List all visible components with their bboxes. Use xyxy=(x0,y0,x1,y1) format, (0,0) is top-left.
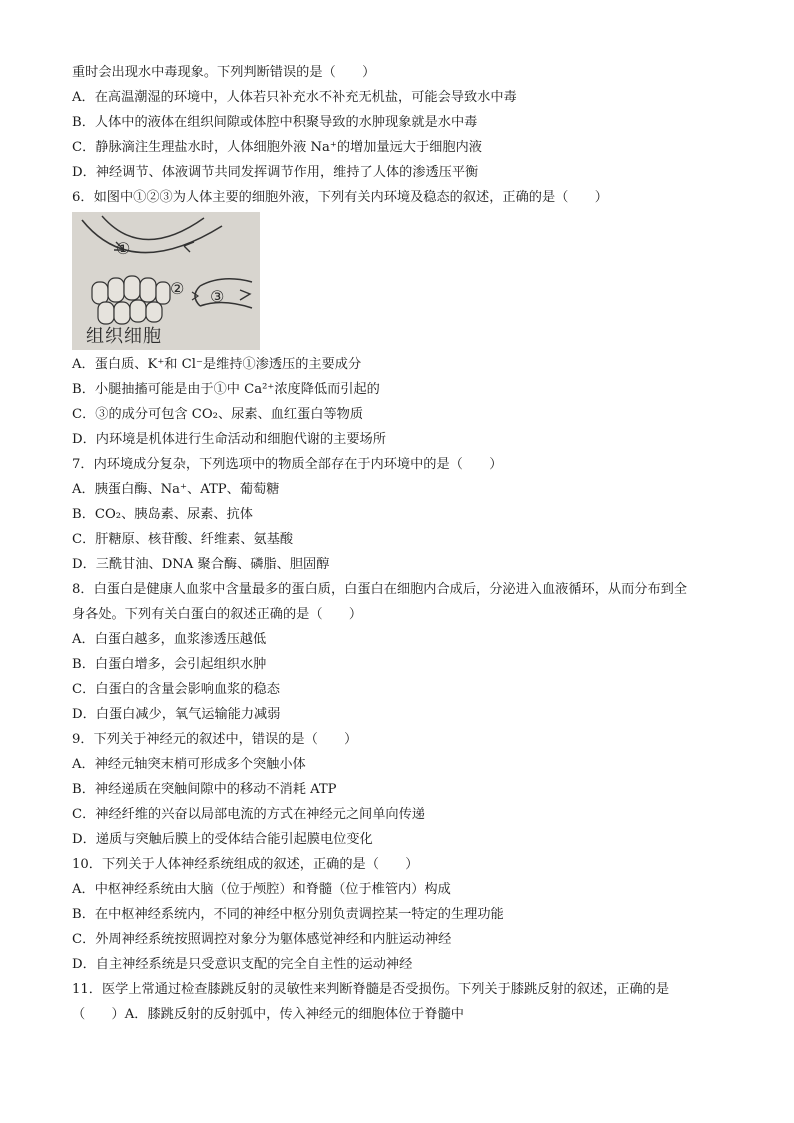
q11-stem-line2: （ ）A．膝跳反射的反射弧中，传入神经元的细胞体位于脊髓中 xyxy=(72,1007,464,1022)
q5-option-a: A．在高温潮湿的环境中，人体若只补充水不补充无机盐，可能会导致水中毒 xyxy=(72,90,517,105)
q10-option-d: D．自主神经系统是只受意识支配的完全自主性的运动神经 xyxy=(72,957,413,972)
exam-page xyxy=(72,60,732,1027)
q7-stem: 7．内环境成分复杂，下列选项中的物质全部存在于内环境中的是（ ） xyxy=(72,457,503,472)
q7-option-c: C．肝糖原、核苷酸、纤维素、氨基酸 xyxy=(72,532,294,547)
q10-stem: 10．下列关于人体神经系统组成的叙述，正确的是（ ） xyxy=(72,857,419,872)
q9-stem: 9．下列关于神经元的叙述中，错误的是（ ） xyxy=(72,732,358,747)
q8-stem-line2: 身各处。下列有关白蛋白的叙述正确的是（ ） xyxy=(72,607,363,622)
q8-option-b: B．白蛋白增多，会引起组织水肿 xyxy=(72,657,267,672)
q8-stem-line1: 8．白蛋白是健康人血浆中含量最多的蛋白质，白蛋白在细胞内合成后，分泌进入血液循环，从而分布到全 xyxy=(72,582,688,597)
q8-option-c: C．白蛋白的含量会影响血浆的稳态 xyxy=(72,682,280,697)
q10-option-c: C．外周神经系统按照调控对象分为躯体感觉神经和内脏运动神经 xyxy=(72,932,452,947)
q10-option-b: B．在中枢神经系统内，不同的神经中枢分别负责调控某一特定的生理功能 xyxy=(72,907,504,922)
q9-option-c: C．神经纤维的兴奋以局部电流的方式在神经元之间单向传递 xyxy=(72,807,425,822)
q7-option-d: D．三酰甘油、DNA 聚合酶、磷脂、胆固醇 xyxy=(72,557,330,572)
figure-caption: 组织细胞 xyxy=(86,326,162,347)
q11-stem-line1: 11．医学上常通过检查膝跳反射的灵敏性来判断脊髓是否受损伤。下列关于膝跳反射的叙述，正确的是 xyxy=(72,982,670,997)
q6-option-a: A．蛋白质、K⁺和 Cl⁻是维持①渗透压的主要成分 xyxy=(72,357,362,372)
q8-option-a: A．白蛋白越多，血浆渗透压越低 xyxy=(72,632,267,647)
q6-option-c: C．③的成分可包含 CO₂、尿素、血红蛋白等物质 xyxy=(72,407,364,422)
q7-option-a: A．胰蛋白酶、Na⁺、ATP、葡萄糖 xyxy=(72,482,280,497)
q5-option-b: B．人体中的液体在组织间隙或体腔中积聚导致的水肿现象就是水中毒 xyxy=(72,115,478,130)
q6-option-d: D．内环境是机体进行生命活动和细胞代谢的主要场所 xyxy=(72,432,386,447)
q6-figure-extracellular-fluid xyxy=(72,212,260,350)
figure-label-3: ③ xyxy=(210,287,225,306)
q5-option-c: C．静脉滴注生理盐水时，人体细胞外液 Na⁺的增加量远大于细胞内液 xyxy=(72,140,482,155)
q9-option-a: A．神经元轴突末梢可形成多个突触小体 xyxy=(72,757,306,772)
q9-option-b: B．神经递质在突触间隙中的移动不消耗 ATP xyxy=(72,782,337,797)
q5-stem-tail: 重时会出现水中毒现象。下列判断错误的是（ ） xyxy=(72,65,376,80)
q8-option-d: D．白蛋白减少，氧气运输能力减弱 xyxy=(72,707,281,722)
q5-option-d: D．神经调节、体液调节共同发挥调节作用，维持了人体的渗透压平衡 xyxy=(72,165,479,180)
q7-option-b: B．CO₂、胰岛素、尿素、抗体 xyxy=(72,507,253,522)
q6-option-b: B．小腿抽搐可能是由于①中 Ca²⁺浓度降低而引起的 xyxy=(72,382,380,397)
q9-option-d: D．递质与突触后膜上的受体结合能引起膜电位变化 xyxy=(72,832,373,847)
figure-label-2: ② xyxy=(170,279,185,298)
q10-option-a: A．中枢神经系统由大脑（位于颅腔）和脊髓（位于椎管内）构成 xyxy=(72,882,451,897)
q6-stem: 6．如图中①②③为人体主要的细胞外液，下列有关内环境及稳态的叙述，正确的是（ ） xyxy=(72,190,608,205)
figure-label-1: ① xyxy=(116,239,131,258)
